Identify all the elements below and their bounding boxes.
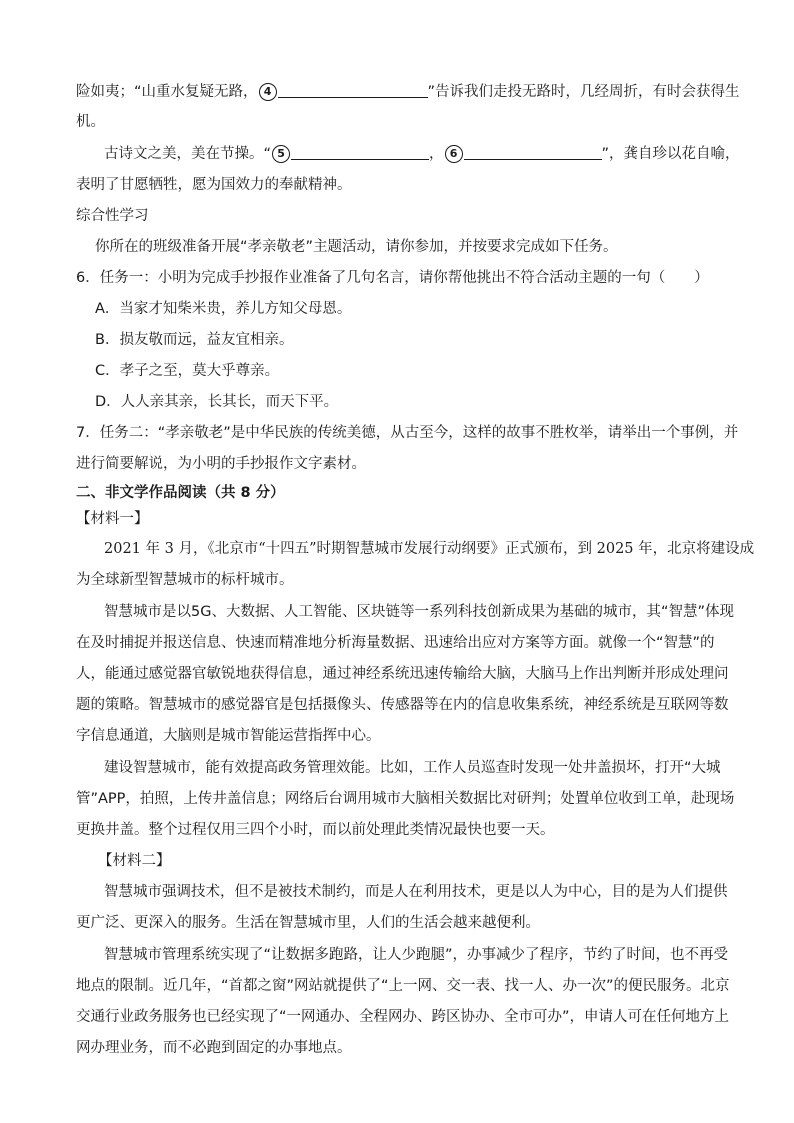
material-1-line: 在及时捕捉并报送信息、快速而精准地分析海量数据、迅速给出应对方案等方面。就像一个“智慧”的 [76,635,715,651]
material-2-label: 【材料二】 [98,853,171,869]
poem-line-2: 机。 [76,114,105,130]
material-1-line: 智慧城市是以5G、大数据、人工智能、区块链等一系列科技创新成果为基础的城市，其“智慧”体现 [104,604,734,620]
material-1-line: 2021 年 3 月，《北京市“十四五”时期智慧城市发展行动纲要》正式颁布，到 2025 年，北京将建设成 [104,541,755,557]
material-1-line: 更换井盖。整个过程仅用三四个小时，而以前处理此类情况最快也要一天。 [76,822,555,838]
poem-line-3 [104,144,740,164]
material-1-line: 题的策略。智慧城市的感觉器官是包括摄像头、传感器等在内的信息收集系统，神经系统是互联网等数 [76,697,729,713]
answer-blank-4[interactable] [278,82,428,98]
material-2-line: 智慧城市强调技术，但不是被技术制约，而是人在利用技术，更是以人为中心，目的是为人们提供 [104,884,728,900]
answer-blank-6[interactable] [464,144,602,160]
question-7-line-1: 7．任务二：“孝亲敬老”是中华民族的传统美德，从古至今，这样的故事不胜枚举，请举出一个事例，并 [76,425,739,441]
material-2-line: 网办理业务，而不必跑到固定的办事地点。 [76,1040,352,1056]
comprehensive-heading: 综合性学习 [76,208,149,224]
poem-line-1 [76,82,740,102]
blank-marker-5: 5 [272,145,290,163]
material-2-line: 更广泛、更深入的服务。生活在智慧城市里，人们的生活会越来越便利。 [76,915,540,931]
question-6-option-c[interactable]: C．孝子之至，莫大乎尊亲。 [95,363,280,379]
material-2-line: 交通行业政务服务也已经实现了“一网通办、全程网办、跨区协办、全市可办”，申请人可在任何地方上 [76,1009,730,1025]
comprehensive-intro: 你所在的班级准备开展“孝亲敬老”主题活动，请你参加，并按要求完成如下任务。 [95,239,618,255]
answer-blank-5[interactable] [291,144,429,160]
material-1-line: 建设智慧城市，能有效提高政务管理效能。比如，工作人员巡查时发现一处井盖损坏，打开“大城 [104,760,721,776]
material-1-line: 人，能通过感觉器官敏锐地获得信息，通过神经系统迅速传输给大脑，大脑马上作出判断并形成处理问 [76,666,729,682]
poem-text: 古诗文之美，美在节操。“ [104,146,272,162]
question-7-line-2: 进行简要解说，为小明的手抄报作文字素材。 [76,456,366,472]
question-6-stem: 6．任务一：小明为完成手抄报作业准备了几句名言，请你帮他挑出不符合活动主题的一句（ ） [76,270,709,286]
material-2-line: 智慧城市管理系统实现了“让数据多跑路，让人少跑腿”，办事减少了程序，节约了时间，也不再受 [104,947,729,963]
poem-text: ， [429,146,444,162]
material-1-line: 为全球新型智慧城市的标杆城市。 [76,572,294,588]
material-1-label: 【材料一】 [76,511,149,527]
question-6-option-b[interactable]: B．损友敬而远，益友宜相亲。 [95,332,294,348]
section-2-heading: 二、非文学作品阅读（共 8 分） [76,485,285,501]
material-1-line: 字信息通道，大脑则是城市智能运营指挥中心。 [76,728,381,744]
blank-marker-4: 4 [259,83,277,101]
material-2-line: 地点的限制。近几年，“首都之窗”网站就提供了“上一网、交一表、找一人、办一次”的便民服务。北京 [76,978,730,994]
poem-text: 险如夷；“山重水复疑无路， [76,84,258,100]
question-6-option-d[interactable]: D．人人亲其亲，长其长，而天下平。 [95,394,339,410]
poem-text: ”告诉我们走投无路时，几经周折，有时会获得生 [427,84,740,100]
question-6-option-a[interactable]: A．当家才知柴米贵，养儿方知父母恩。 [95,301,352,317]
material-1-line: 管”APP，拍照，上传井盖信息；网络后台调用城市大脑相关数据比对研判；处置单位收到工单，赴现场 [76,791,735,807]
poem-text: ”，龚自珍以花自喻， [601,146,740,162]
blank-marker-6: 6 [445,145,463,163]
poem-line-4: 表明了甘愿牺牲，愿为国效力的奉献精神。 [76,177,352,193]
